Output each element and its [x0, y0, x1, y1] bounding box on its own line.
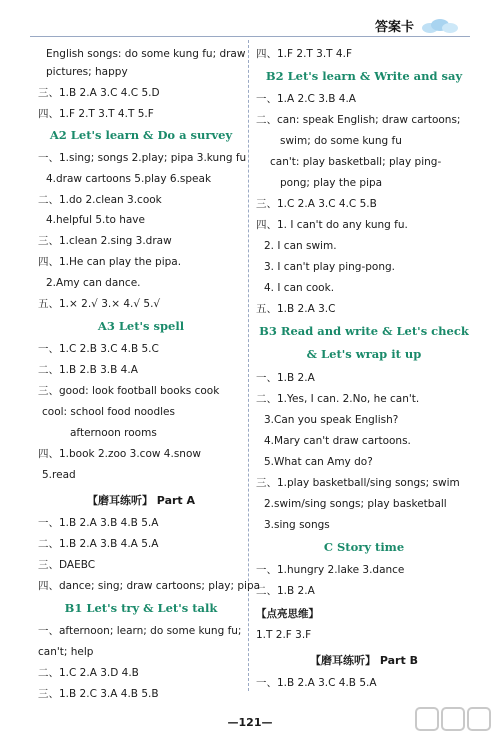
top-rule [30, 36, 470, 37]
answer-line: 四、dance; sing; draw cartoons; play; pipa [38, 580, 261, 592]
cloud-decoration-icon [418, 18, 460, 34]
answer-line: can't: play basketball; play ping- [270, 156, 442, 168]
answer-line: 三、1.C 2.A 3.C 4.C 5.B [256, 198, 377, 210]
answer-line: English songs: do some kung fu; draw [46, 48, 246, 60]
answer-line: pictures; happy [46, 66, 128, 78]
section-heading-b1: B1 Let's try & Let's talk [64, 601, 218, 615]
answer-line: 3.Can you speak English? [264, 414, 399, 426]
answer-line: 4.Mary can't draw cartoons. [264, 435, 411, 447]
header-title: 答案卡 [374, 20, 414, 35]
answer-line: 一、afternoon; learn; do some kung fu; [38, 625, 242, 637]
listening-heading-part-b: 【磨耳练听】 Part B [310, 654, 418, 667]
answer-line: 一、1.C 2.B 3.C 4.B 5.C [38, 343, 159, 355]
answer-line: 一、1.B 2.A [256, 372, 315, 384]
answer-line: 二、can: speak English; draw cartoons; [256, 114, 461, 126]
answer-line: 4.draw cartoons 5.play 6.speak [46, 173, 212, 185]
answer-line: 二、1.Yes, I can. 2.No, he can't. [256, 393, 420, 405]
answer-line: cool: school food noodles [42, 406, 175, 418]
answer-line: 四、1.F 2.T 3.T 4.T 5.F [38, 108, 154, 120]
answer-line: 四、1.book 2.zoo 3.cow 4.snow [38, 448, 201, 460]
section-heading-a3: A3 Let's spell [97, 319, 185, 333]
answer-line: 四、1.He can play the pipa. [38, 256, 182, 268]
answer-line: 五、1.B 2.A 3.C [256, 303, 336, 315]
section-heading-b3-continued: & Let's wrap it up [306, 347, 422, 361]
answer-line: 5.What can Amy do? [264, 456, 373, 468]
answer-line: 一、1.sing; songs 2.play; pipa 3.kung fu [38, 152, 247, 164]
answer-line: 二、1.do 2.clean 3.cook [38, 194, 162, 206]
answer-line: 2.swim/sing songs; play basketball [264, 498, 447, 510]
answer-line: 五、1.× 2.√ 3.× 4.√ 5.√ [38, 298, 161, 310]
answer-line: 二、1.C 2.A 3.D 4.B [38, 667, 139, 679]
section-heading-c: C Story time [323, 540, 405, 554]
answer-line: can't; help [38, 646, 94, 658]
section-heading-b3: B3 Read and write & Let's check [259, 324, 469, 338]
answer-line: 5.read [42, 469, 76, 481]
answer-line: 1.T 2.F 3.F [256, 629, 312, 641]
section-heading-b2: B2 Let's learn & Write and say [265, 69, 463, 83]
answer-line: 一、1.A 2.C 3.B 4.A [256, 93, 356, 105]
answer-line: 3. I can't play ping-pong. [264, 261, 395, 273]
answer-line: 一、1.hungry 2.lake 3.dance [256, 564, 405, 576]
answer-line: 一、1.B 2.A 3.B 4.B 5.A [38, 517, 159, 529]
answer-line: 三、1.clean 2.sing 3.draw [38, 235, 172, 247]
answer-line: 三、1.B 2.A 3.C 4.C 5.D [38, 87, 160, 99]
answer-line: 4.helpful 5.to have [46, 214, 145, 226]
header [375, 16, 460, 35]
section-heading-a2: A2 Let's learn & Do a survey [49, 128, 233, 142]
thinking-heading: 【点亮思维】 [256, 608, 319, 620]
answer-line: swim; do some kung fu [280, 135, 402, 147]
answer-line: afternoon rooms [70, 427, 157, 439]
answer-line: 二、1.B 2.B 3.B 4.A [38, 364, 138, 376]
answer-line: 2. I can swim. [264, 240, 337, 252]
answer-line: pong; play the pipa [280, 177, 383, 189]
page-number: —121— [227, 716, 273, 729]
answer-line: 二、1.B 2.A [256, 585, 315, 597]
answer-line: 二、1.B 2.A 3.B 4.A 5.A [38, 538, 159, 550]
answer-line: 4. I can cook. [264, 282, 335, 294]
answer-line: 四、1. I can't do any kung fu. [256, 219, 408, 231]
answer-line: 三、good: look football books cook [38, 385, 220, 397]
answer-line: 3.sing songs [264, 519, 330, 531]
watermark-logo-icon [414, 705, 492, 735]
answer-line: 一、1.B 2.A 3.C 4.B 5.A [256, 677, 377, 689]
column-divider [248, 40, 249, 691]
listening-heading-part-a: 【磨耳练听】 Part A [86, 494, 196, 507]
answer-line: 2.Amy can dance. [46, 277, 141, 289]
answer-line: 四、1.F 2.T 3.T 4.F [256, 48, 352, 60]
answer-line: 三、1.play basketball/sing songs; swim [256, 477, 460, 489]
answer-line: 三、DAEBC [38, 559, 96, 571]
answer-line: 三、1.B 2.C 3.A 4.B 5.B [38, 688, 159, 700]
